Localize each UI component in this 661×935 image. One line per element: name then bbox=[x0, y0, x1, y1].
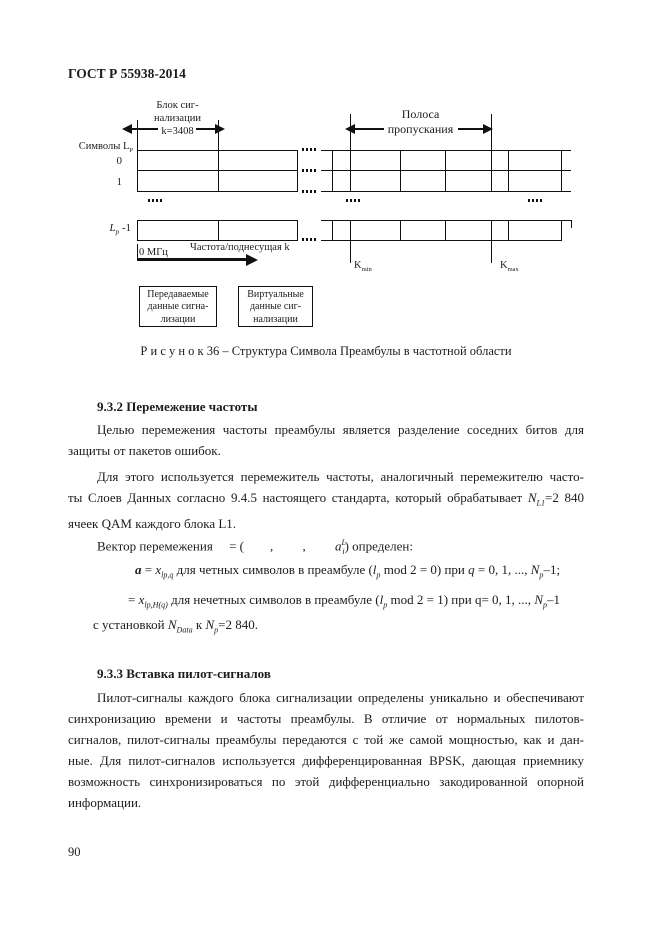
grid-vline bbox=[491, 150, 492, 192]
section-932-paragraph-2 bbox=[68, 467, 584, 534]
grid-vline bbox=[297, 220, 298, 241]
grid-hline bbox=[321, 240, 562, 241]
passband-label bbox=[350, 107, 491, 137]
grid-vline bbox=[508, 150, 509, 192]
formula-odd-symbols: = $x_{lp,H(q)}$ для нечетных символов в преамбуле ($l_p$ mod 2 = 1) при q= 0, 1, ..., $N_p-1$ bbox=[128, 592, 561, 610]
grid-hline bbox=[321, 220, 571, 221]
kmax-base: K bbox=[500, 260, 508, 271]
text-line: информации. bbox=[68, 794, 142, 810]
passband-label-line: Полоса bbox=[401, 107, 440, 121]
grid-vline bbox=[400, 220, 401, 241]
legend-line: лизации bbox=[160, 313, 196, 325]
grid-vline bbox=[332, 150, 333, 192]
grid-vline bbox=[508, 220, 509, 241]
grid-hline bbox=[137, 150, 297, 151]
section-933-heading: 9.3.3 Вставка пилот-сигналов bbox=[97, 666, 271, 681]
row-ellipsis-dots bbox=[346, 199, 361, 202]
grid-vline bbox=[218, 150, 219, 192]
legend-virtual-box bbox=[238, 286, 313, 327]
arrowhead-right-icon bbox=[215, 124, 225, 134]
grid-vline bbox=[571, 220, 572, 228]
freq-origin-label: 0 МГц bbox=[139, 247, 168, 258]
grid-vline bbox=[218, 220, 219, 241]
grid-vline bbox=[561, 220, 562, 241]
break-dots bbox=[302, 148, 317, 151]
break-dots bbox=[302, 190, 317, 193]
text-line: Для этого используется перемежитель частоты, аналогичный перемежителю часто- bbox=[97, 469, 584, 484]
legend-transmitted-box bbox=[139, 286, 217, 327]
arrow-line bbox=[130, 128, 158, 130]
arrow-line bbox=[353, 128, 384, 130]
document-header: ГОСТ Р 55938-2014 bbox=[68, 66, 186, 81]
row-ellipsis-dots bbox=[528, 199, 543, 202]
grid-vline bbox=[491, 220, 492, 241]
row-label-1: 1 bbox=[116, 176, 122, 188]
row-label-last-sub: p bbox=[115, 229, 120, 237]
section-932-paragraph-1 bbox=[68, 420, 584, 461]
grid-vline bbox=[350, 150, 351, 192]
kmin-label bbox=[354, 259, 372, 276]
break-dots bbox=[302, 169, 317, 172]
kmax-label bbox=[500, 259, 519, 276]
text-line: сигналов, пилот-сигналы преамбулы передаются с той же самой мощностью, как и дан- bbox=[68, 731, 584, 747]
block-signal-label-line: Блок сиг- bbox=[156, 100, 199, 111]
row-label-0: 0 bbox=[116, 155, 122, 167]
kmax-sub: max bbox=[507, 266, 519, 274]
passband-label-line: пропускания bbox=[387, 122, 454, 136]
text-line: синхронизацию времени и частоты преамбулы. В отличие от нормальных пилотов- bbox=[68, 710, 584, 726]
arrow-line bbox=[196, 128, 217, 130]
formula-even-symbols: $a = x_{lp,q}$ для четных символов в преамбуле ($l_p$ mod 2 = 0) при q = 0, 1, ..., $N_p-1$; bbox=[135, 562, 561, 580]
grid-vline bbox=[332, 220, 333, 241]
grid-hline bbox=[321, 150, 571, 151]
legend-line: Передаваемые bbox=[147, 289, 209, 300]
text-line: Пилот-сигналы каждого блока сигнализации определены уникально и обеспечивают bbox=[97, 690, 584, 705]
formula-setting: с установкой $N_{Data}$ к $N_p=2$ 840. bbox=[93, 617, 259, 635]
block-signal-label-line: нализации bbox=[154, 113, 201, 124]
grid-vline bbox=[137, 150, 138, 192]
grid-vline bbox=[445, 150, 446, 192]
grid-vline bbox=[561, 150, 562, 192]
legend-line: Виртуальные bbox=[247, 289, 304, 300]
text-line: защиты от пакетов ошибок. bbox=[68, 442, 221, 458]
kmin-base: K bbox=[354, 260, 362, 271]
formula-intro: Вектор перемежения = ( , , $a^L_i$) определен: bbox=[97, 538, 413, 556]
grid-vline bbox=[297, 150, 298, 192]
symbols-axis-text: Символы L bbox=[78, 141, 130, 152]
freq-axis-arrow-line bbox=[137, 258, 247, 261]
symbols-axis-sub: P bbox=[129, 147, 133, 155]
text-line: Целью перемежения частоты преамбулы является разделение соседних битов для bbox=[97, 422, 584, 437]
grid-hline bbox=[137, 170, 297, 171]
freq-axis-label: Частота/поднесущая k bbox=[190, 242, 290, 253]
text-line: ные. Для пилот-сигналов используется дифференцированная BPSK, дающая приемнику bbox=[68, 752, 584, 768]
grid-hline bbox=[137, 220, 297, 221]
freq-axis-origin-line bbox=[137, 244, 138, 259]
legend-line: данные сигна- bbox=[147, 301, 209, 313]
text-line: ты Слоев Данных согласно 9.4.5 настоящего стандарта, который обрабатывает $N_{L1}=2$ 840 bbox=[68, 489, 584, 508]
row-label-last bbox=[88, 222, 131, 239]
arrow-line bbox=[458, 128, 485, 130]
grid-hline bbox=[321, 170, 571, 171]
legend-line: нализации bbox=[253, 313, 298, 325]
grid-vline bbox=[400, 150, 401, 192]
row-label-last-suffix: -1 bbox=[119, 222, 131, 234]
kmin-line bbox=[350, 240, 351, 263]
row-ellipsis-dots bbox=[148, 199, 163, 202]
text-line: возможность синхронизироваться по этой дифференциально закодированной опорной bbox=[68, 773, 584, 789]
kmin-sub: min bbox=[361, 266, 372, 274]
grid-hline bbox=[321, 191, 571, 192]
grid-hline bbox=[137, 191, 297, 192]
block-boundary-line bbox=[137, 120, 138, 150]
grid-vline bbox=[137, 220, 138, 241]
freq-axis-arrowhead-icon bbox=[246, 254, 258, 266]
arrowhead-right-icon bbox=[483, 124, 493, 134]
section-932-heading: 9.3.2 Перемежение частоты bbox=[97, 399, 258, 414]
page-number: 90 bbox=[68, 845, 81, 859]
section-933-paragraph-1 bbox=[68, 688, 584, 813]
grid-vline bbox=[350, 220, 351, 241]
text-line: ячеек QAM каждого блока L1. bbox=[68, 515, 237, 531]
kmax-line bbox=[491, 240, 492, 263]
block-signal-label bbox=[135, 99, 220, 138]
block-signal-label-line: k=3408 bbox=[161, 126, 194, 137]
figure-caption: Р и с у н о к 36 – Структура Символа Преамбулы в частотной области bbox=[140, 344, 512, 358]
legend-line: данные сиг- bbox=[249, 301, 302, 313]
break-dots bbox=[302, 238, 317, 241]
grid-vline bbox=[445, 220, 446, 241]
row-label-last-base: L bbox=[109, 222, 116, 234]
